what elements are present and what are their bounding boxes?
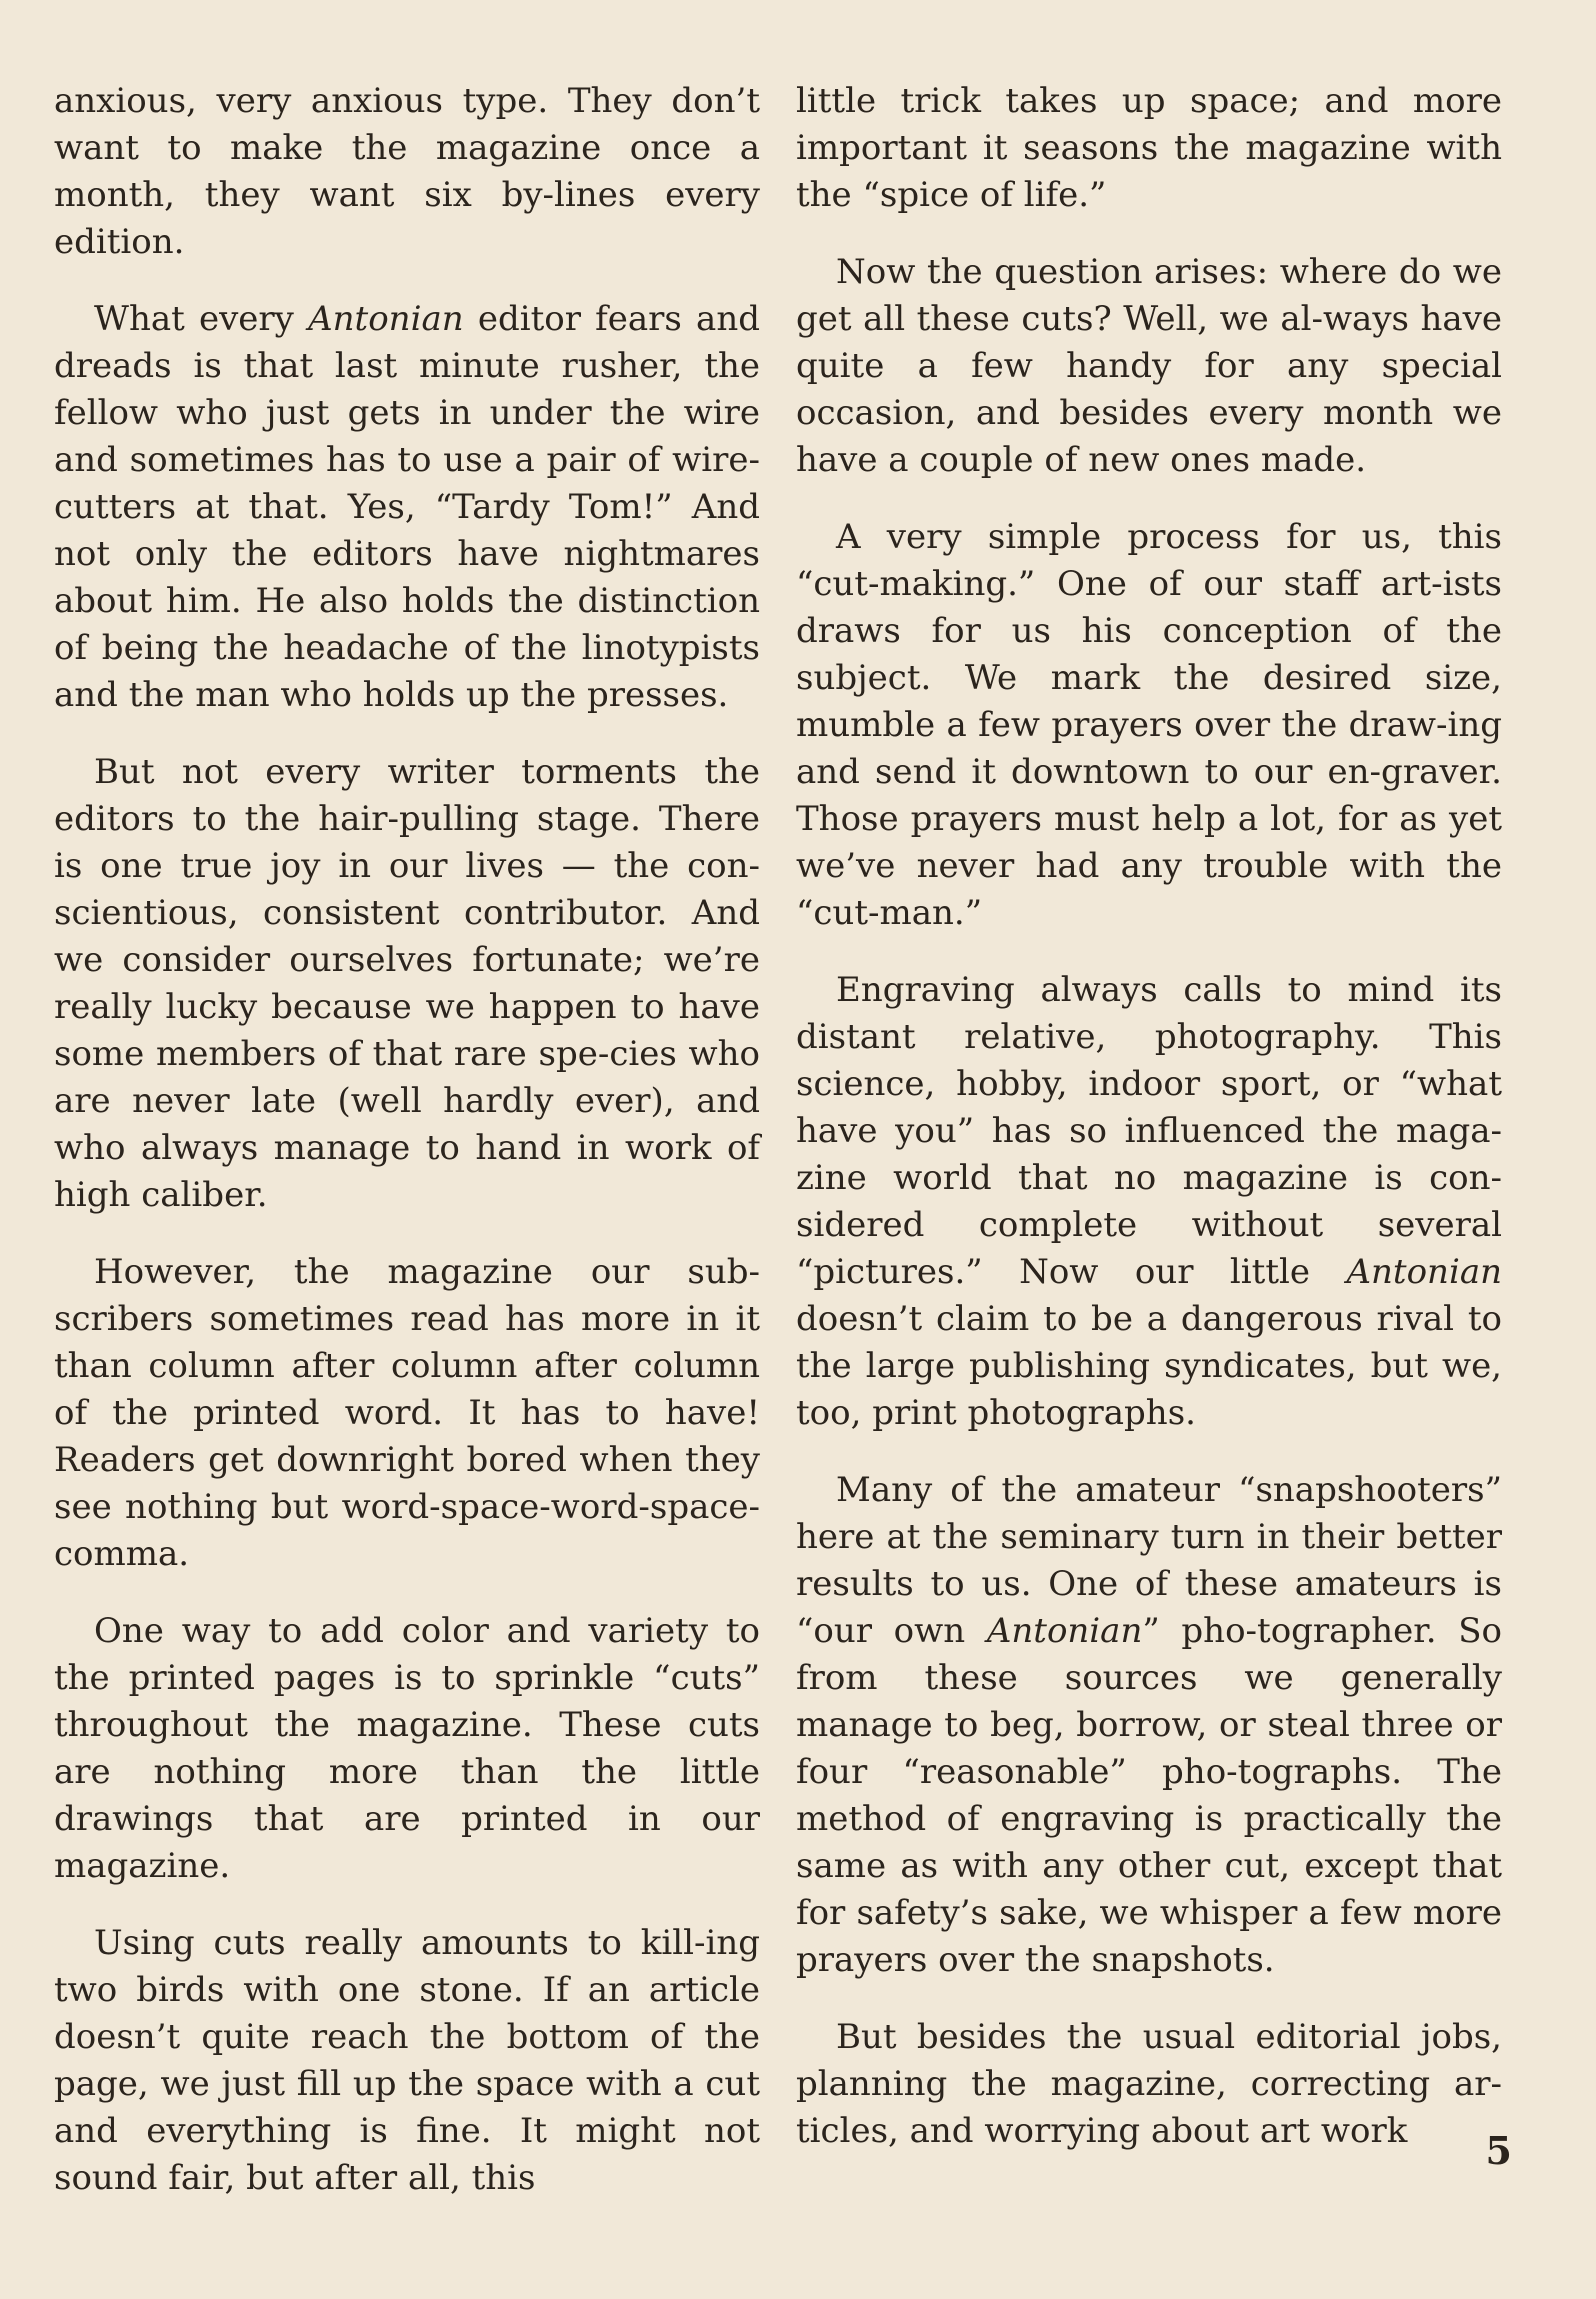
paragraph: A very simple process for us, this “cut-making.” One of our staff art-ists draws for us his conception of the subject. We mark the desired size, mumble a few prayers over the draw-ing and send it downtown to our en-graver. Those prayers must help a lot, for as yet we’ve never had any trouble with the “cut-man.”: [796, 517, 1502, 933]
paragraph: However, the magazine our sub-scribers sometimes read has more in it than column after column after column of the printed word. It has to have! Readers get downright bored when they see nothing but word-space-word-space-comma.: [54, 1252, 760, 1574]
paragraph: Using cuts really amounts to kill-ing two birds with one stone. If an article doesn’t quite reach the bottom of the page, we just fill up the space with a cut and everything is fine. It might not sound fair, but after all, this: [54, 1923, 760, 2198]
publication-name: Antonian: [308, 299, 464, 339]
paragraph: One way to add color and variety to the printed pages is to sprinkle “cuts” throughout the magazine. These cuts are nothing more than the little drawings that are printed in our magazine.: [54, 1611, 760, 1886]
paragraph: But not every writer torments the editors to the hair-pulling stage. There is one true joy in our lives — the con-scientious, consistent contributor. And we consider ourselves fortunate; we’re really lucky because we happen to have some members of that rare spe-cies who are never late (well hardly ever), and who always manage to hand in work of high caliber.: [54, 752, 760, 1215]
paragraph: Now the question arises: where do we get all these cuts? Well, we al-ways have quite a few handy for any special occasion, and besides every month we have a couple of new ones made.: [796, 252, 1502, 480]
paragraph: Many of the amateur “snapshooters” here at the seminary turn in their better results to us. One of these amateurs is “our own Antonian” pho-tographer. So from these sources we generally manage to beg, borrow, or steal three or four “reasonable” pho-tographs. The method of engraving is practically the same as with any other cut, except that for safety’s sake, we whisper a few more prayers over the snapshots.: [796, 1470, 1502, 1980]
publication-name: Antonian: [1346, 1252, 1502, 1292]
paragraph: little trick takes up space; and more important it seasons the magazine with the “spice of life.”: [796, 81, 1502, 215]
publication-name: Antonian: [986, 1611, 1143, 1651]
page-number: 5: [1485, 2128, 1512, 2173]
paragraph: anxious, very anxious type. They don’t want to make the magazine once a month, they want six by-lines every edition.: [54, 81, 760, 262]
left-column: [54, 78, 760, 2232]
right-column: [796, 78, 1502, 2185]
paragraph: What every Antonian editor fears and dreads is that last minute rusher, the fellow who just gets in under the wire and sometimes has to use a pair of wire-cutters at that. Yes, “Tardy Tom!” And not only the editors have nightmares about him. He also holds the distinction of being the headache of the linotypists and the man who holds up the presses.: [54, 299, 760, 715]
paragraph: Engraving always calls to mind its distant relative, photography. This science, hobby, indoor sport, or “what have you” has so influenced the maga-zine world that no magazine is con-sidered complete without several “pictures.” Now our little Antonian doesn’t claim to be a dangerous rival to the large publishing syndicates, but we, too, print photographs.: [796, 970, 1502, 1433]
paragraph: But besides the usual editorial jobs, planning the magazine, correcting ar-ticles, and worrying about art work: [796, 2017, 1502, 2151]
